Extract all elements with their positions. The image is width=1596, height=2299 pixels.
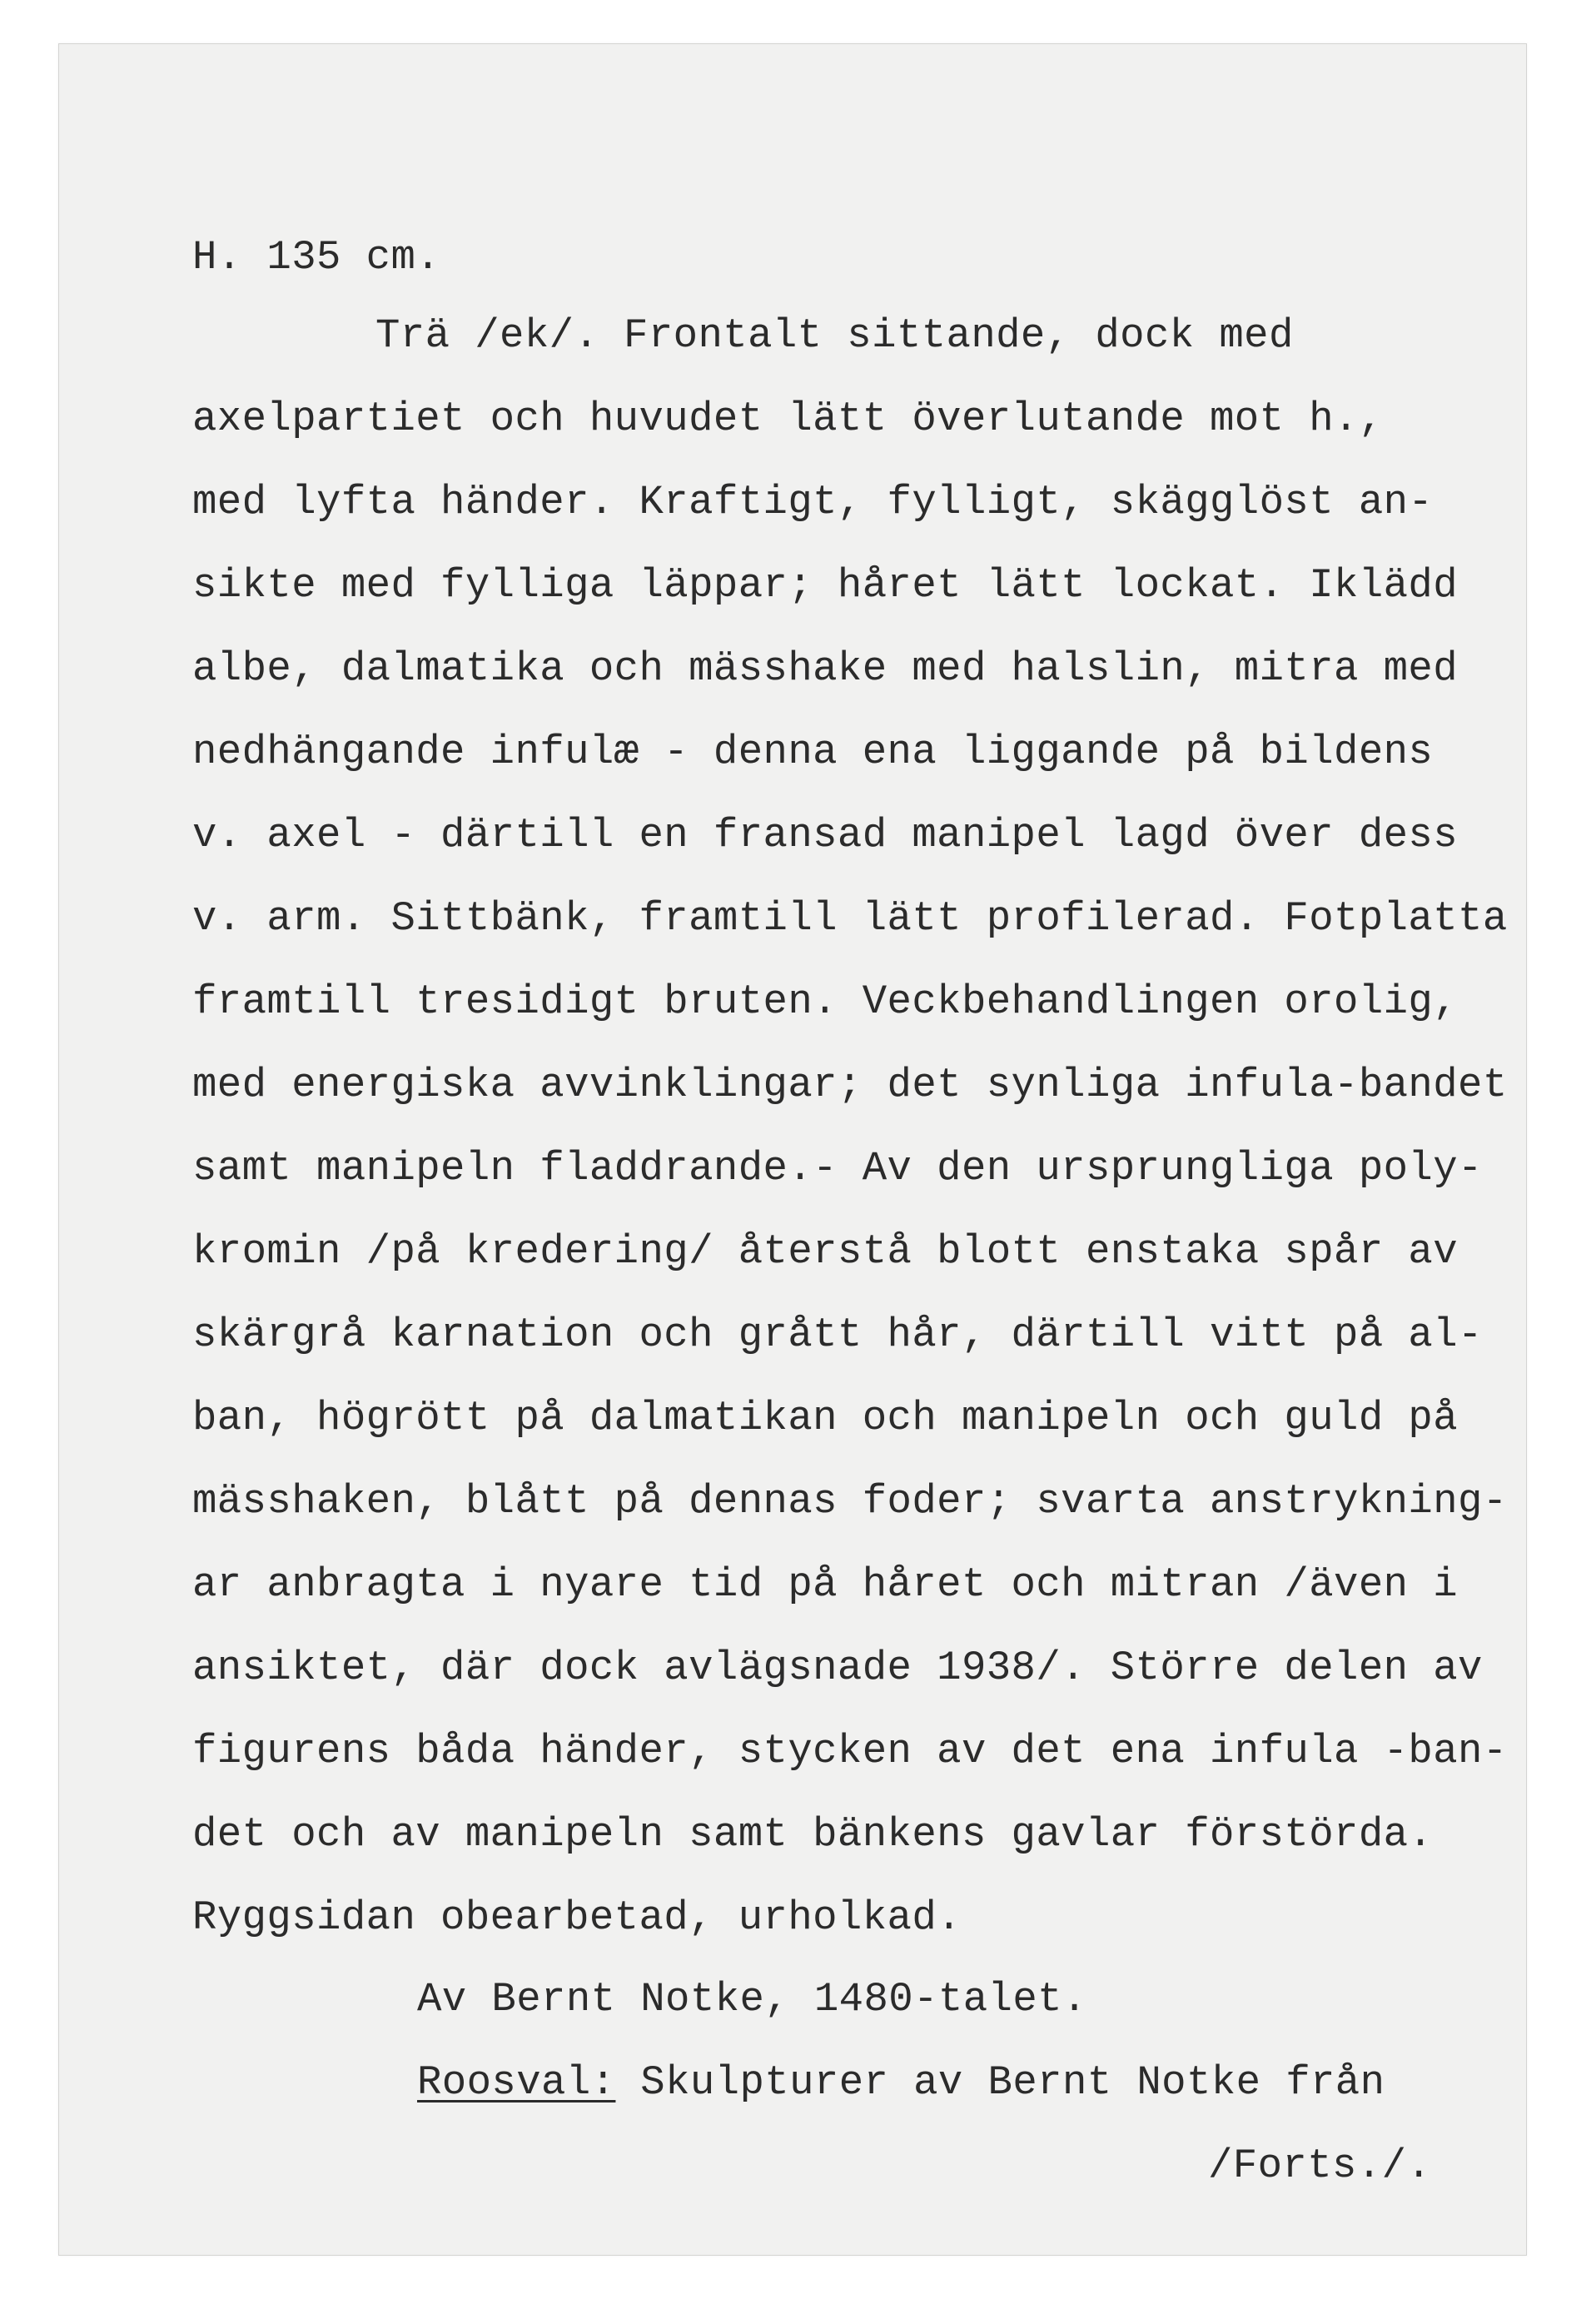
body-line: Ryggsidan obearbetad, urholkad. [192, 1894, 962, 1941]
body-line: mässhaken, blått på dennas foder; svarta anstrykning- [192, 1478, 1508, 1525]
body-line: framtill tresidigt bruten. Veckbehandlingen orolig, [192, 978, 1459, 1025]
body-line: samt manipeln fladdrande.- Av den ursprungliga poly- [192, 1145, 1483, 1192]
body-line: med lyfta händer. Kraftigt, fylligt, skägglöst an- [192, 479, 1434, 525]
continuation-line: /Forts./. [1208, 2142, 1432, 2189]
body-line: v. axel - därtill en fransad manipel lagd över dess [192, 812, 1459, 858]
body-line: kromin /på kredering/ återstå blott enstaka spår av [192, 1228, 1459, 1275]
reference-author: Roosval: [417, 2059, 616, 2106]
body-line: skärgrå karnation och grått hår, därtill vitt på al- [192, 1311, 1483, 1358]
reference-line [417, 2059, 1385, 2106]
body-line: sikte med fylliga läppar; håret lätt lockat. Iklädd [192, 562, 1459, 609]
catalog-card [58, 43, 1527, 2256]
body-line: axelpartiet och huvudet lätt överlutande mot h., [192, 396, 1384, 442]
reference-title: Skulpturer av Bernt Notke från [640, 2059, 1385, 2106]
body-line: albe, dalmatika och mässhake med halslin, mitra med [192, 645, 1459, 692]
body-line: nedhängande infulæ - denna ena liggande på bildens [192, 729, 1434, 775]
body-line: med energiska avvinklingar; det synliga infula-bandet [192, 1062, 1508, 1108]
body-line: figurens båda händer, stycken av det ena infula -ban- [192, 1728, 1508, 1774]
body-line: ban, högrött på dalmatikan och manipeln och guld på [192, 1395, 1459, 1441]
body-line: ansiktet, där dock avlägsnade 1938/. Större delen av [192, 1645, 1483, 1691]
body-line: ar anbragta i nyare tid på håret och mitran /även i [192, 1561, 1459, 1608]
body-line: Trä /ek/. Frontalt sittande, dock med [375, 312, 1294, 359]
height-line: H. 135 cm. [192, 234, 441, 281]
body-line: det och av manipeln samt bänkens gavlar förstörda. [192, 1811, 1434, 1858]
attribution-line: Av Bernt Notke, 1480-talet. [417, 1976, 1087, 2023]
body-line: v. arm. Sittbänk, framtill lätt profilerad. Fotplatta [192, 895, 1508, 942]
